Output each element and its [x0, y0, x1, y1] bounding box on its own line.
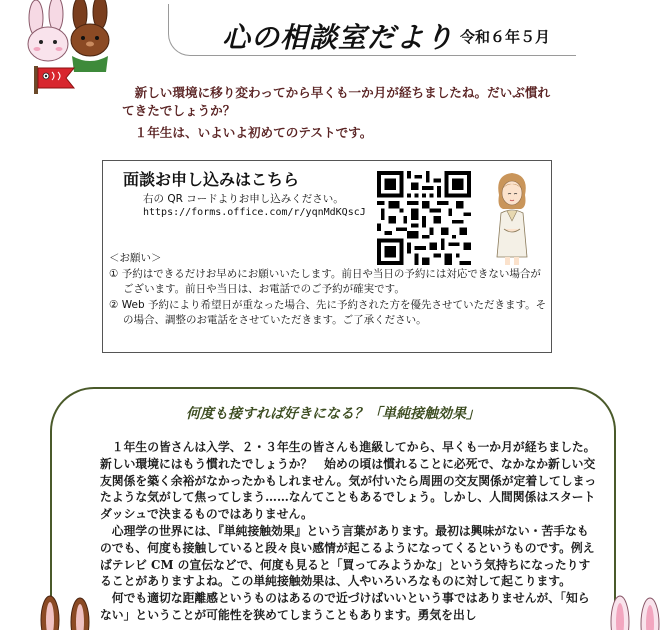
issue-date: 令和６年５月 — [460, 28, 551, 46]
feature-body — [100, 439, 600, 624]
feature-paragraph: 何でも適切な距離感というものはあるので近づけばいいという事ではありませんが、「知らない」ということが可能性を狭めてしまうこともあります。勇気を出し — [100, 591, 590, 622]
booking-instruction: 右の QR コードよりお申し込みください。 — [143, 193, 344, 205]
booking-box — [102, 160, 552, 353]
booking-title: 面談お申し込みはこちら — [123, 170, 300, 189]
rabbit-ears-illustration — [28, 590, 108, 630]
feature-paragraph: １年生の皆さんは入学、２・３年生の皆さんも進級してから、早くも一か月が経ちました。新しい環境にはもう慣れたでしょうか？ 始めの頃は慣れることに必死で、なかなか新しい交友関係を築く余裕がなかったかもしれません。気が付いたら周囲の交友関係が定着してしまったような気がして焦ってしまう……なんてこともあるでしょう。しかし、人間関係はスタートダッシュで決まるものではありません。 — [100, 440, 597, 522]
note-item: ① 予約はできるだけお早めにお願いいたします。前日や当日の予約には対応できない場合がございます。前日や当日は、お電話でのご予約が確実です。 — [109, 267, 541, 295]
note-item: ② Web 予約により希望日が重なった場合、先に予約された方を優先させていただきます。その場合、調整のお電話をさせていただきます。ご了承ください。 — [109, 298, 547, 326]
feature-article — [50, 387, 616, 630]
feature-title: 何度も接すれば好きになる？「単純接触効果」 — [186, 406, 480, 422]
feature-paragraph: 心理学の世界には、『単純接触効果』という言葉があります。最初は興味がない・苦手なものでも、何度も接触していると段々良い感情が起こるようになってくるというものです。例えばテレビ CM の宣伝などで、何度も見ると「買ってみようかな」という気持ちになったりすることがありますよね。この単純接触効果は、人やいろいろなものに対して起こります。 — [100, 523, 595, 589]
notes-heading: ＜お願い＞ — [109, 252, 162, 264]
rabbit-ears-illustration — [600, 588, 667, 630]
intro-section — [122, 84, 562, 142]
booking-form-link[interactable]: https://forms.office.com/r/yqnMdKQscJ — [143, 207, 366, 218]
booking-notes — [109, 251, 549, 329]
intro-paragraph: １年生は、いよいよ初めてのテストです。 — [134, 125, 373, 140]
newsletter-title: 心の相談室だより — [222, 21, 455, 54]
intro-paragraph: 新しい環境に移り変わってから早くも一か月が経ちましたね。だいぶ慣れてきたでしょうか？ — [122, 85, 551, 118]
